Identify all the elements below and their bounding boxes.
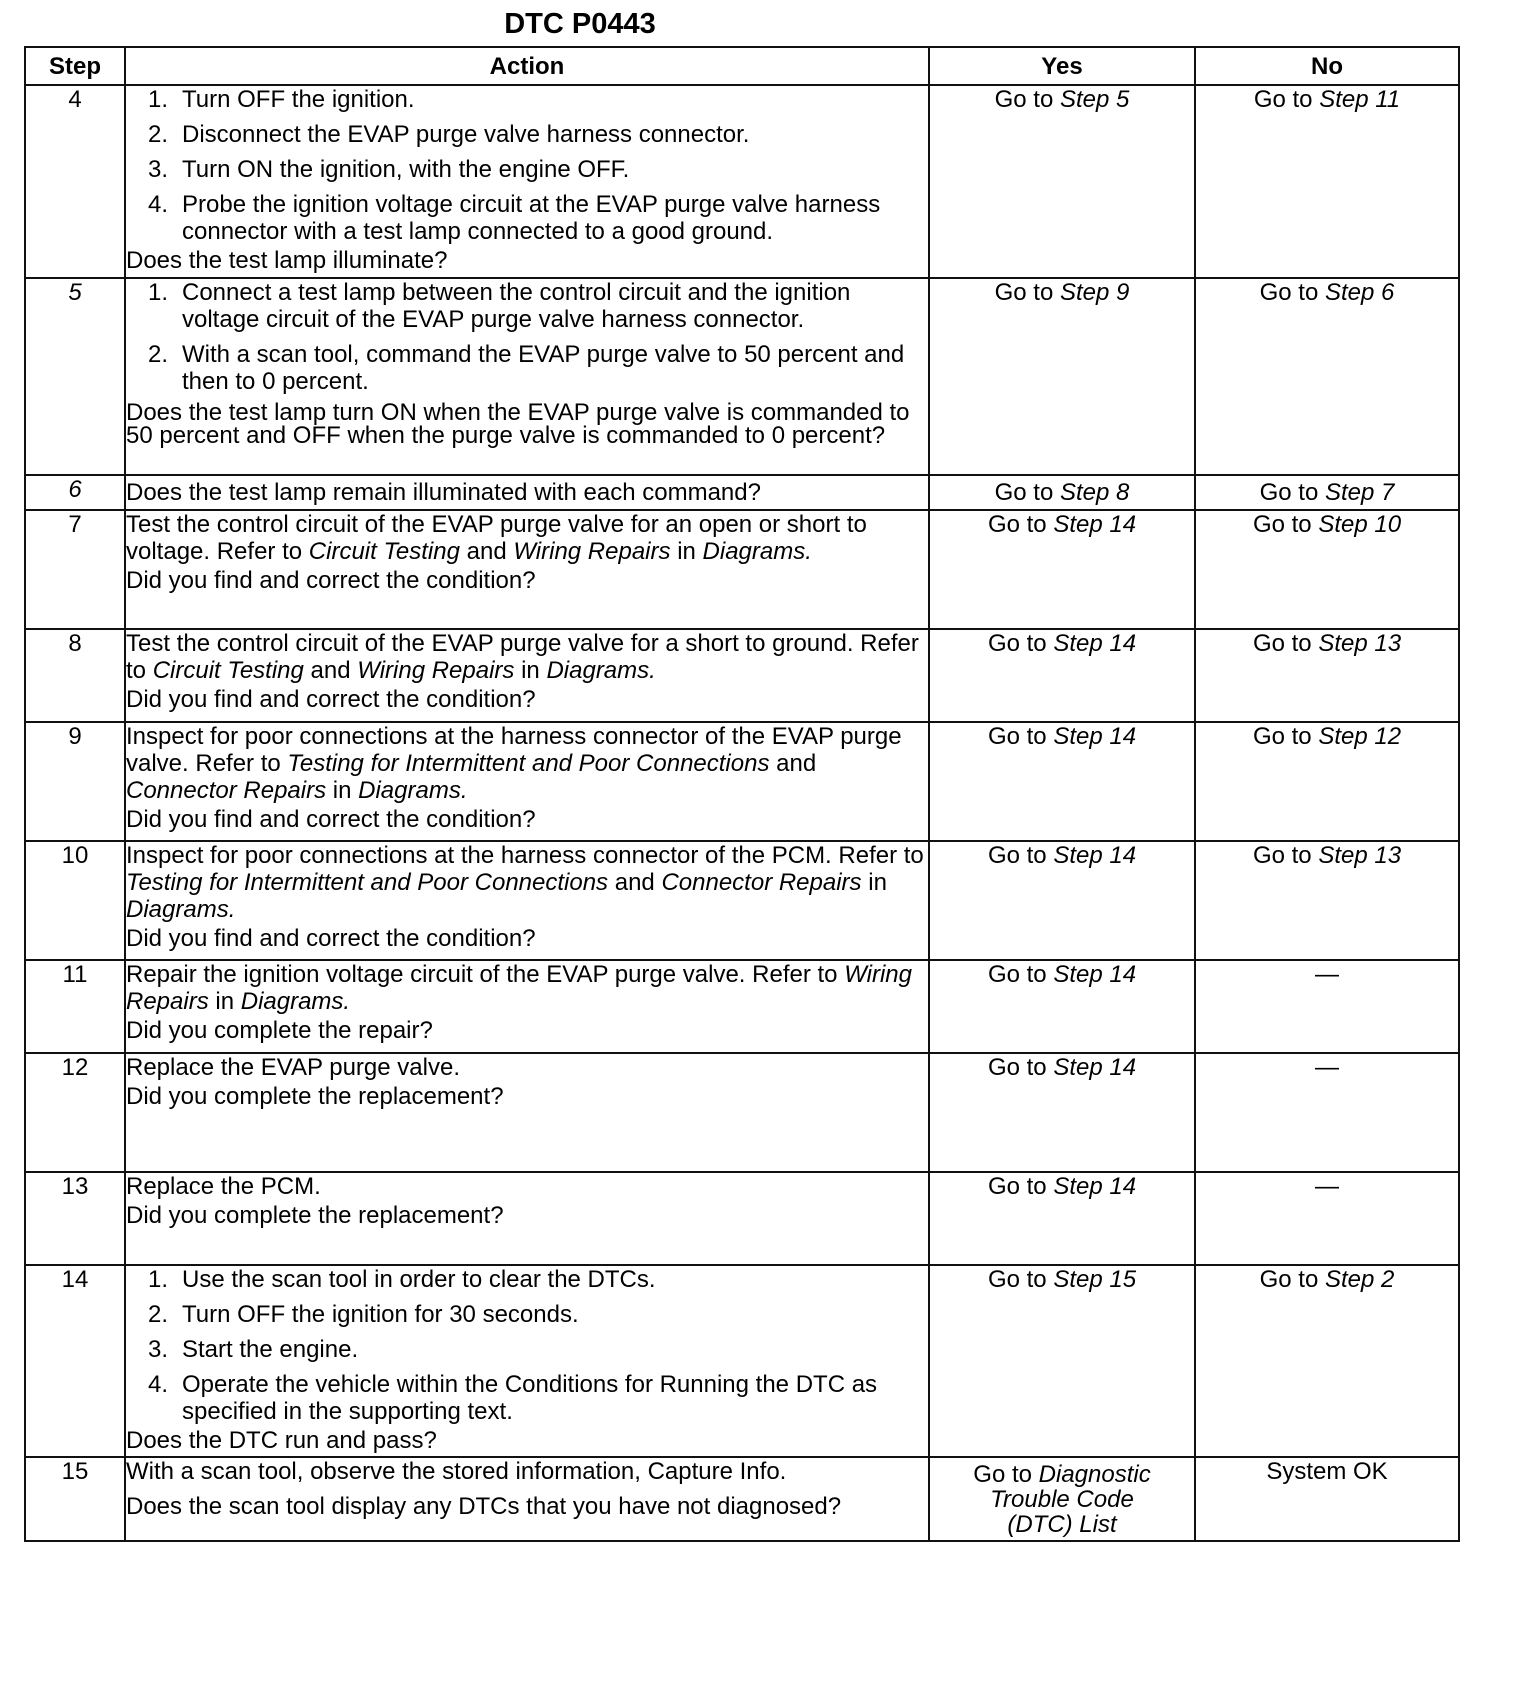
step-reference: Step 5	[1059, 86, 1130, 113]
no-cell: Go to Step 11	[1195, 85, 1459, 278]
instruction: Test the control circuit of the EVAP purge valve for an open or short to voltage. Refer to Circuit Testing and Wiring Repairs in Diagrams.	[126, 511, 867, 565]
step-reference: Step 2	[1324, 1266, 1395, 1293]
header-action: Action	[125, 47, 929, 85]
step-number: 15	[25, 1457, 125, 1541]
step-reference: Step 13	[1318, 842, 1402, 869]
question: Did you complete the repair?	[126, 1017, 433, 1044]
step-reference: Diagnostic Trouble Code (DTC) List	[990, 1461, 1151, 1538]
table-row	[25, 960, 1459, 1053]
no-cell: —	[1195, 1053, 1459, 1172]
diagnostic-table	[24, 46, 1460, 1542]
question: Does the test lamp illuminate?	[126, 247, 448, 274]
table-row	[25, 841, 1459, 960]
step-number: 6	[25, 475, 125, 510]
step-reference: Step 14	[1053, 630, 1137, 657]
step-number: 4	[25, 85, 125, 278]
no-cell: Go to Step 7	[1195, 475, 1459, 510]
step-number: 5	[25, 278, 125, 475]
yes-cell: Go to Step 14	[929, 1172, 1195, 1265]
list-item: 2. With a scan tool, command the EVAP purge valve to 50 percent and then to 0 percent.	[148, 341, 905, 395]
instruction: Replace the EVAP purge valve.	[126, 1054, 460, 1081]
step-reference: Step 14	[1053, 1054, 1137, 1081]
step-reference: Step 7	[1324, 479, 1395, 506]
yes-cell: Go to Step 14	[929, 841, 1195, 960]
action-cell	[125, 960, 929, 1053]
no-cell: System OK	[1195, 1457, 1459, 1541]
step-reference: Step 12	[1318, 723, 1402, 750]
action-cell	[125, 722, 929, 841]
no-cell: Go to Step 10	[1195, 510, 1459, 629]
no-cell: —	[1195, 960, 1459, 1053]
no-cell: Go to Step 13	[1195, 841, 1459, 960]
table-row	[25, 1172, 1459, 1265]
step-number: 9	[25, 722, 125, 841]
step-number: 10	[25, 841, 125, 960]
action-cell	[125, 1172, 929, 1265]
instruction: With a scan tool, observe the stored information, Capture Info.	[126, 1458, 787, 1485]
question: Does the test lamp turn ON when the EVAP purge valve is commanded to 50 percent and OFF when the purge valve is commanded to 0 percent?	[126, 399, 910, 449]
table-row	[25, 1265, 1459, 1457]
list-item: 4. Probe the ignition voltage circuit at the EVAP purge valve harness connector with a test lamp connected to a good ground.	[148, 191, 881, 245]
yes-cell: Go to Step 15	[929, 1265, 1195, 1457]
yes-cell: Go to Step 14	[929, 629, 1195, 722]
step-reference: Step 14	[1053, 1173, 1137, 1200]
yes-cell: Go to Diagnostic Trouble Code (DTC) List	[929, 1457, 1195, 1541]
action-cell	[125, 1053, 929, 1172]
step-reference: Step 9	[1059, 279, 1130, 306]
header-no: No	[1195, 47, 1459, 85]
table-row	[25, 722, 1459, 841]
no-cell: —	[1195, 1172, 1459, 1265]
step-reference: Step 13	[1318, 630, 1402, 657]
instruction: Test the control circuit of the EVAP purge valve for a short to ground. Refer to Circuit Testing and Wiring Repairs in Diagrams.	[126, 630, 919, 684]
question: Did you find and correct the condition?	[126, 925, 536, 952]
step-reference: Step 14	[1053, 723, 1137, 750]
instruction: Inspect for poor connections at the harness connector of the EVAP purge valve. Refer to Testing for Intermittent and Poor Connections and Connector Repairs in Diagrams.	[126, 723, 902, 804]
action-cell	[125, 278, 929, 475]
yes-cell: Go to Step 14	[929, 960, 1195, 1053]
header-step: Step	[25, 47, 125, 85]
table-row	[25, 629, 1459, 722]
action-cell	[125, 85, 929, 278]
yes-cell: Go to Step 14	[929, 510, 1195, 629]
list-item: 1. Turn OFF the ignition.	[148, 86, 415, 113]
table-row	[25, 475, 1459, 510]
action-cell	[125, 841, 929, 960]
instruction: Replace the PCM.	[126, 1173, 321, 1200]
step-number: 7	[25, 510, 125, 629]
no-cell: Go to Step 12	[1195, 722, 1459, 841]
yes-cell: Go to Step 14	[929, 722, 1195, 841]
question: Does the DTC run and pass?	[126, 1427, 437, 1454]
instruction: Repair the ignition voltage circuit of the EVAP purge valve. Refer to Wiring Repairs in Diagrams.	[126, 961, 912, 1015]
step-reference: Step 10	[1318, 511, 1402, 538]
header-yes: Yes	[929, 47, 1195, 85]
step-reference: Step 15	[1053, 1266, 1137, 1293]
action-cell	[125, 1457, 929, 1541]
step-reference: Step 11	[1319, 86, 1401, 113]
step-reference: Step 14	[1053, 842, 1137, 869]
no-cell: Go to Step 2	[1195, 1265, 1459, 1457]
list-item: 3. Start the engine.	[148, 1336, 359, 1363]
question: Did you find and correct the condition?	[126, 806, 536, 833]
table-row	[25, 85, 1459, 278]
yes-cell: Go to Step 14	[929, 1053, 1195, 1172]
action-cell	[125, 475, 929, 510]
step-number: 13	[25, 1172, 125, 1265]
list-item: 2. Turn OFF the ignition for 30 seconds.	[148, 1301, 579, 1328]
list-item: 1. Use the scan tool in order to clear the DTCs.	[148, 1266, 656, 1293]
step-reference: Step 6	[1324, 279, 1395, 306]
question: Does the scan tool display any DTCs that you have not diagnosed?	[126, 1493, 842, 1520]
step-number: 8	[25, 629, 125, 722]
instruction: Inspect for poor connections at the harness connector of the PCM. Refer to Testing for Intermittent and Poor Connections and Connector Repairs in Diagrams.	[126, 842, 924, 923]
yes-cell: Go to Step 8	[929, 475, 1195, 510]
list-item: 4. Operate the vehicle within the Conditions for Running the DTC as specified in the supporting text.	[148, 1371, 878, 1425]
no-cell: Go to Step 6	[1195, 278, 1459, 475]
no-cell: Go to Step 13	[1195, 629, 1459, 722]
list-item: 2. Disconnect the EVAP purge valve harness connector.	[148, 121, 750, 148]
question: Did you complete the replacement?	[126, 1202, 504, 1229]
question: Does the test lamp remain illuminated with each command?	[126, 479, 761, 506]
table-row	[25, 510, 1459, 629]
question: Did you find and correct the condition?	[126, 686, 536, 713]
step-number: 14	[25, 1265, 125, 1457]
yes-cell: Go to Step 5	[929, 85, 1195, 278]
page-title: DTC P0443	[504, 8, 656, 40]
step-reference: Step 14	[1053, 511, 1137, 538]
action-cell	[125, 629, 929, 722]
step-number: 11	[25, 960, 125, 1053]
table-row	[25, 278, 1459, 475]
yes-cell: Go to Step 9	[929, 278, 1195, 475]
table-row	[25, 1457, 1459, 1541]
action-cell	[125, 510, 929, 629]
question: Did you complete the replacement?	[126, 1083, 504, 1110]
step-reference: Step 8	[1059, 479, 1130, 506]
list-item: 3. Turn ON the ignition, with the engine OFF.	[148, 156, 630, 183]
question: Did you find and correct the condition?	[126, 567, 536, 594]
action-cell	[125, 1265, 929, 1457]
step-reference: Step 14	[1053, 961, 1137, 988]
step-number: 12	[25, 1053, 125, 1172]
list-item: 1. Connect a test lamp between the control circuit and the ignition voltage circuit of the EVAP purge valve harness connector.	[148, 279, 851, 333]
header-row	[25, 47, 1459, 85]
table-row	[25, 1053, 1459, 1172]
